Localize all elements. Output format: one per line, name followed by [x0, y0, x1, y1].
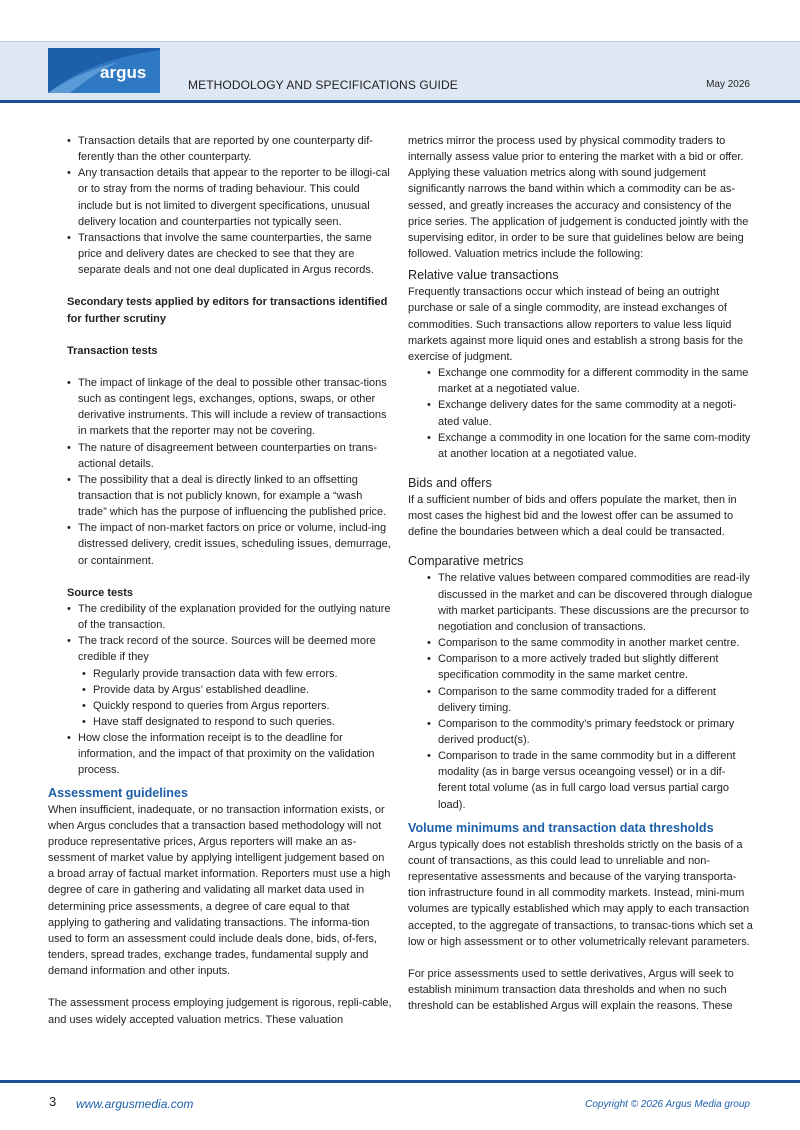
- comparative-metrics-list: [408, 570, 753, 812]
- list-item: • Have staff designated to respond to such queries.: [82, 714, 393, 730]
- transaction-tests-heading: Transaction tests: [67, 344, 158, 357]
- list-item: • The nature of disagreement between counterparties on trans-actional details.: [67, 440, 393, 472]
- source-sub-list: [48, 666, 393, 731]
- secondary-tests-heading: Secondary tests applied by editors for transactions identified for further scrutiny: [67, 296, 388, 325]
- document-date: May 2026: [706, 79, 750, 90]
- list-item: • The possibility that a deal is directly linked to an offsetting transaction that is not publicly known, for example a “wash trade” which has the purpose of influencing the published price.: [67, 472, 393, 520]
- list-item: • Comparison to the commodity’s primary feedstock or primary derived product(s).: [427, 716, 753, 748]
- left-column: [48, 133, 393, 1028]
- list-item: • Exchange delivery dates for the same commodity at a negoti-ated value.: [427, 397, 753, 429]
- list-item: • Regularly provide transaction data with few errors.: [82, 666, 393, 682]
- source-tests-list: [48, 601, 393, 666]
- bids-offers-paragraph: If a sufficient number of bids and offers populate the market, then in most cases the highest bid and the lowest offer can be assumed to define the boundaries between which a deal could be transacted.: [408, 493, 737, 539]
- right-column: [408, 133, 753, 1014]
- list-item: • Provide data by Argus’ established deadline.: [82, 682, 393, 698]
- footer-rule: [0, 1080, 800, 1083]
- header-rule: [0, 100, 800, 103]
- list-item: • Quickly respond to queries from Argus reporters.: [82, 698, 393, 714]
- list-item: • Exchange a commodity in one location for the same com-modity at another location at a negotiated value.: [427, 430, 753, 462]
- list-item: • Any transaction details that appear to the reporter to be illogi-cal or to stray from the norms of trading behaviour. This could include but is not limited to divergent specifications, unusual delivery location and counterparties not typically seen.: [67, 165, 393, 230]
- document-title: METHODOLOGY AND SPECIFICATIONS GUIDE: [188, 78, 458, 92]
- list-item: • The credibility of the explanation provided for the outlying nature of the transaction.: [67, 601, 393, 633]
- argus-logo[interactable]: [48, 48, 160, 93]
- volume-paragraph-1: Argus typically does not establish thresholds strictly on the basis of a count of transactions, as this could lead to unreliable and non-representative assessments and because of the varying transporta-tion infrastructure found in all commodity markets. Instead, mini-mum volumes are typically established which may apply to each transaction accepted, to the aggregate of transactions, to transac-tions which set a low or high assessment or to other volumetrically relevant parameters.: [408, 838, 753, 948]
- volume-paragraph-2: For price assessments used to settle derivatives, Argus will seek to establish minimum transaction data thresholds and when no such threshold can be established Argus will explain the reasons. These: [408, 967, 734, 1013]
- transaction-tests-list: [48, 375, 393, 569]
- initial-bullet-list: [48, 133, 393, 278]
- list-item: • Exchange one commodity for a different commodity in the same market at a negotiated value.: [427, 365, 753, 397]
- comparative-metrics-heading: Comparative metrics: [408, 554, 524, 569]
- logo-wordmark: argus: [100, 63, 147, 82]
- list-item: • Transaction details that are reported by one counterparty dif-ferently than the other counterparty.: [67, 133, 393, 165]
- source-tests-list-cont: [48, 730, 393, 778]
- relative-value-heading: Relative value transactions: [408, 268, 559, 283]
- list-item: • Comparison to a more actively traded but slightly different specification commodity in the same market centre.: [427, 651, 753, 683]
- list-item: • Comparison to the same commodity traded for a different delivery timing.: [427, 684, 753, 716]
- list-item: • Transactions that involve the same counterparties, the same price and delivery dates are checked to see that they are separate deals and not one deal duplicated in Argus records.: [67, 230, 393, 278]
- relative-value-list: [408, 365, 753, 462]
- list-item: • The impact of linkage of the deal to possible other transac-tions such as contingent legs, exchanges, options, swaps, or other derivative instruments. This will include a review of transactions in markets that the reporter may not be covering.: [67, 375, 393, 440]
- source-tests-heading: Source tests: [67, 586, 134, 599]
- list-item: • The track record of the source. Sources will be deemed more credible if they: [67, 633, 393, 665]
- assessment-paragraph-2: The assessment process employing judgement is rigorous, repli-cable, and uses widely accepted valuation metrics. These valuation: [48, 997, 392, 1026]
- page-number: 3: [49, 1094, 57, 1109]
- list-item: • The relative values between compared commodities are read-ily discussed in the market and can be discovered through dialogue with market participants. These discussions are the precursor to negotiation and conclusion of transactions.: [427, 570, 753, 635]
- list-item: • Comparison to the same commodity in another market centre.: [427, 635, 753, 651]
- list-item: • The impact of non-market factors on price or volume, includ-ing distressed delivery, credit issues, scheduling issues, demurrage, or containment.: [67, 520, 393, 568]
- assessment-guidelines-heading: Assessment guidelines: [48, 785, 188, 800]
- website-link[interactable]: www.argusmedia.com: [76, 1097, 194, 1111]
- assessment-paragraph-1: When insufficient, inadequate, or no transaction information exists, or when Argus concludes that a transaction based methodology will not produce representative prices, Argus reporters will make an as-sessment of market value by applying intelligent judgement based on a broad array of factual market information. Reporters must use a high degree of care in gathering and validating all market data used in determining price assessments, a degree of care equal to that applying to gathering and validating transactions. The informa-tion used to form an assessment could include deals done, bids, of-fers, tenders, spread trades, exchange trades, fundamental supply and demand information and other inputs.: [48, 803, 391, 978]
- argus-logo-graphic: [48, 48, 160, 93]
- valuation-intro-paragraph: metrics mirror the process used by physical commodity traders to internally assess value prior to entering the market with a bid or offer. Applying these valuation metrics along with sound judgement significantly narrows the band within which a commodity can be as-sessed, and greatly increases the accuracy and consistency of the price series. The application of judgement is conducted jointly with the supervising editor, in order to be sure that guidelines below are being followed. Valuation metrics include the following:: [408, 135, 749, 261]
- list-item: • How close the information receipt is to the deadline for information, and the impact of that proximity on the validation process.: [67, 730, 393, 778]
- volume-minimums-heading: Volume minimums and transaction data thresholds: [408, 820, 714, 835]
- list-item: • Comparison to trade in the same commodity but in a different modality (as in barge versus oceangoing vessel) or in a dif-ferent total volume (as in full cargo load versus partial cargo load).: [427, 748, 753, 813]
- copyright-notice: Copyright © 2026 Argus Media group: [585, 1099, 750, 1110]
- relative-value-paragraph: Frequently transactions occur which instead of being an outright purchase or sale of a single commodity, are instead exchanges of commodities. Such transactions allow reporters to value less liquid markets against more liquid ones and establish a strong basis for the exercise of judgment.: [408, 286, 744, 363]
- bids-offers-heading: Bids and offers: [408, 475, 492, 490]
